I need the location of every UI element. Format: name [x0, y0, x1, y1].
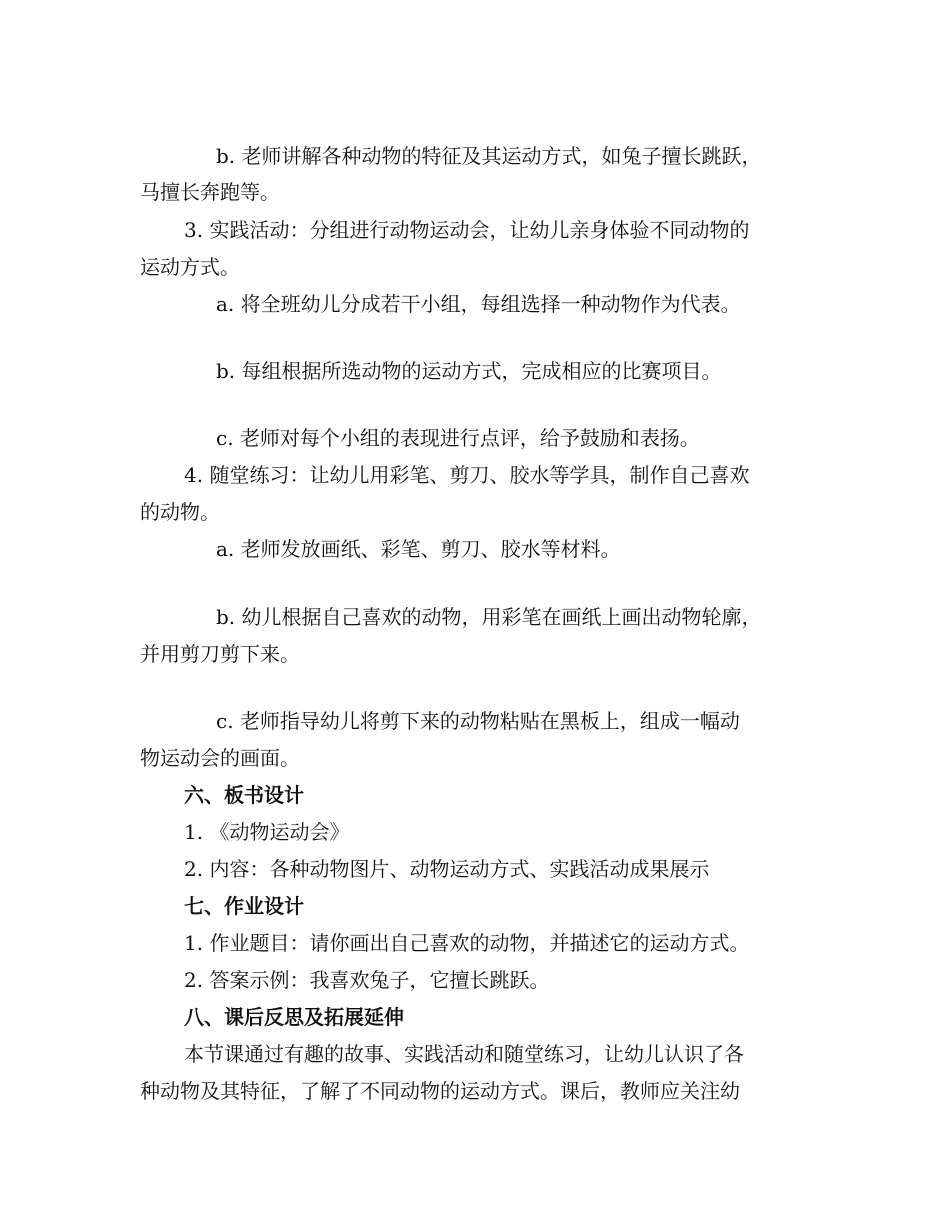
- paragraph-line: a. 将全班幼儿分成若干小组，每组选择一种动物作为代表。: [216, 292, 741, 316]
- paragraph-line: a. 老师发放画纸、彩笔、剪刀、胶水等材料。: [216, 537, 621, 561]
- paragraph-line: 4. 随堂练习：让幼儿用彩笔、剪刀、胶水等学具，制作自己喜欢: [184, 463, 750, 487]
- paragraph-line: 运动方式。: [140, 255, 240, 279]
- paragraph-line: b. 每组根据所选动物的运动方式，完成相应的比赛项目。: [216, 359, 722, 383]
- section-heading: 七、作业设计: [184, 894, 304, 918]
- paragraph-line: 的动物。: [140, 500, 220, 524]
- section-heading: 八、课后反思及拓展延伸: [184, 1005, 404, 1029]
- paragraph-line: c. 老师对每个小组的表现进行点评，给予鼓励和表扬。: [216, 426, 700, 450]
- paragraph-line: 2. 内容：各种动物图片、动物运动方式、实践活动成果展示: [184, 857, 710, 881]
- section-heading: 六、板书设计: [184, 783, 304, 807]
- paragraph-line: c. 老师指导幼儿将剪下来的动物粘贴在黑板上，组成一幅动: [216, 709, 740, 733]
- paragraph-line: 物运动会的画面。: [140, 746, 300, 770]
- paragraph-line: 2. 答案示例：我喜欢兔子，它擅长跳跃。: [184, 968, 550, 992]
- paragraph-line: 1. 《动物运动会》: [184, 820, 350, 844]
- paragraph-line: 并用剪刀剪下来。: [140, 642, 300, 666]
- paragraph-line: b. 老师讲解各种动物的特征及其运动方式，如兔子擅长跳跃，: [216, 144, 762, 168]
- paragraph-line: 马擅长奔跑等。: [140, 180, 280, 204]
- paragraph-line: 3. 实践活动：分组进行动物运动会，让幼儿亲身体验不同动物的: [184, 218, 750, 242]
- paragraph-line: 种动物及其特征，了解了不同动物的运动方式。课后，教师应关注幼: [140, 1079, 740, 1103]
- paragraph-line: 本节课通过有趣的故事、实践活动和随堂练习，让幼儿认识了各: [184, 1042, 744, 1066]
- paragraph-line: 1. 作业题目：请你画出自己喜欢的动物，并描述它的运动方式。: [184, 931, 750, 955]
- paragraph-line: b. 幼儿根据自己喜欢的动物，用彩笔在画纸上画出动物轮廓，: [216, 605, 762, 629]
